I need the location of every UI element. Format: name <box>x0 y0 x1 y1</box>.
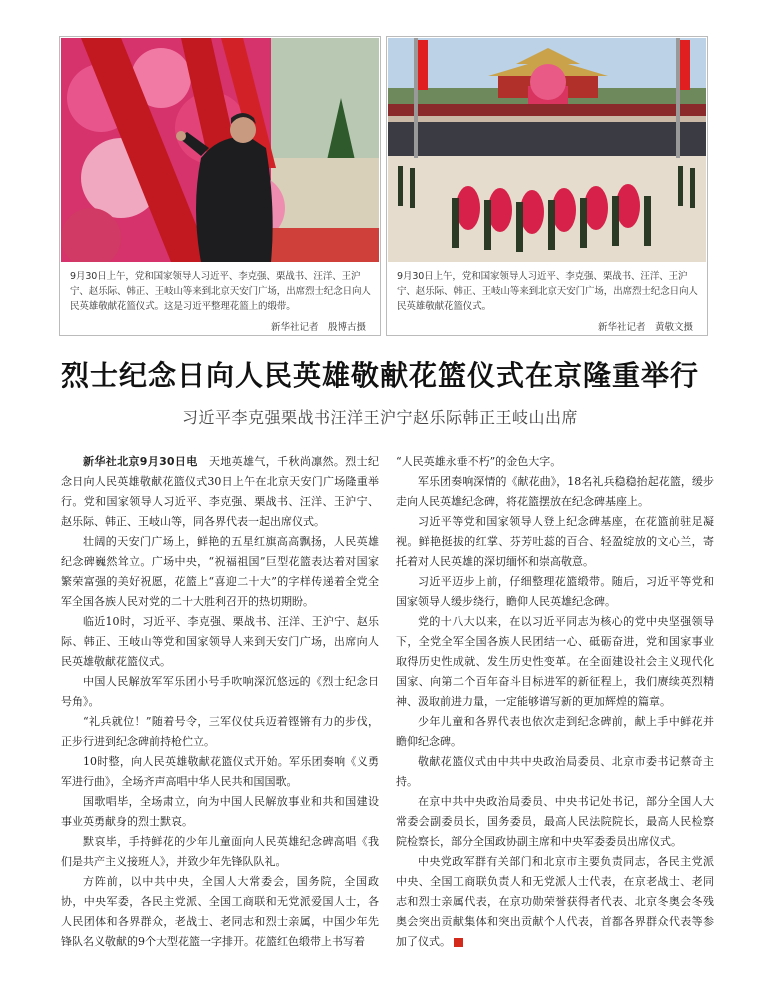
article-subheadline: 习近平李克强栗战书汪洋王沪宁赵乐际韩正王岐山出席 <box>181 408 578 427</box>
body-paragraph: 少年儿童和各界代表也依次走到纪念碑前，献上手中鲜花并瞻仰纪念碑。 <box>396 715 714 748</box>
photo-leader-adjusting-ribbon-image <box>61 38 379 262</box>
photo-card-left <box>59 36 381 336</box>
article-headline: 烈士纪念日向人民英雄敬献花篮仪式在京隆重举行 <box>60 359 699 392</box>
body-paragraph: 10时整，向人民英雄敬献花篮仪式开始。军乐团奏响《义勇军进行曲》，全场齐声高唱中华人民共和国国歌。 <box>61 755 379 788</box>
article-column-right <box>396 452 714 952</box>
lead-paragraph <box>61 452 379 532</box>
body-paragraph-continued: “人民英雄永垂不朽”的金色大字。 <box>396 455 562 468</box>
photo-caption-right: 9月30日上午，党和国家领导人习近平、李克强、栗战书、汪洋、王沪宁、赵乐际、韩正、王岐山等来到北京天安门广场，出席烈士纪念日向人民英雄敬献花篮仪式。 <box>397 271 698 312</box>
body-paragraph: “礼兵就位！”随着号令，三军仪仗兵迈着铿锵有力的步伐，正步行进到纪念碑前持枪伫立。 <box>61 715 379 748</box>
photo-tiananmen-ceremony <box>388 38 706 262</box>
photo-tiananmen-ceremony-image <box>388 38 706 262</box>
body-paragraph: 默哀毕，手持鲜花的少年儿童面向人民英雄纪念碑高唱《我们是共产主义接班人》，并致少年先锋队队礼。 <box>61 835 379 868</box>
end-of-article-mark: G <box>454 938 463 947</box>
body-paragraph: 党的十八大以来，在以习近平同志为核心的党中央坚强领导下，全党全军全国各族人民团结一心、砥砺奋进，党和国家事业取得历史性成就、发生历史性变革。在全面建设社会主义现代化国家、向第二个百年奋斗目标进军的新征程上，我们赓续英烈精神、汲取前进力量，一定能够谱写新的更加辉煌的篇章。 <box>396 615 714 708</box>
body-paragraph: 敬献花篮仪式由中共中央政治局委员、北京市委书记蔡奇主持。 <box>396 755 714 788</box>
body-paragraph: 习近平迈步上前，仔细整理花篮缎带。随后，习近平等党和国家领导人缓步绕行，瞻仰人民英雄纪念碑。 <box>396 575 714 608</box>
photo-credit-left: 新华社记者 殷博古摄 <box>270 322 366 333</box>
body-paragraph: 方阵前，以中共中央，全国人大常委会，国务院，全国政协，中央军委，各民主党派、全国工商联和无党派爱国人士，各人民团体和各界群众，老战士、老同志和烈士亲属，中国少年先锋队名义敬献的9个大型花篮一字排开。花篮红色缎带上书写着 <box>61 875 379 948</box>
final-paragraph <box>396 852 714 952</box>
photo-card-right <box>386 36 708 336</box>
photo-caption-left: 9月30日上午，党和国家领导人习近平、李克强、栗战书、汪洋、王沪宁、赵乐际、韩正、王岐山等来到北京天安门广场，出席烈士纪念日向人民英雄敬献花篮仪式。这是习近平整理花篮上的缎带。 <box>70 271 371 312</box>
article-column-left <box>61 452 379 952</box>
photo-leader-adjusting-ribbon <box>61 38 379 262</box>
lead-text: 天地英雄气，千秋尚凛然。烈士纪念日向人民英雄敬献花篮仪式30日上午在北京天安门广场隆重举行。党和国家领导人习近平、李克强、栗战书、汪洋、王沪宁、赵乐际、韩正、王岐山等，同各界代表一起出席仪式。 <box>61 455 379 528</box>
final-paragraph-text: 中央党政军群有关部门和北京市主要负责同志，各民主党派中央、全国工商联负责人和无党派人士代表，在京老战士、老同志和烈士亲属代表，在京功勋荣誉获得者代表、北京冬奥会冬残奥会突出贡献集体和突出贡献个人代表，首都各界群众代表等参加了仪式。 <box>396 855 714 948</box>
body-paragraph: 中国人民解放军军乐团小号手吹响深沉悠远的《烈士纪念日号角》。 <box>61 675 379 708</box>
body-paragraph: 国歌唱毕，全场肃立，向为中国人民解放事业和共和国建设事业英勇献身的烈士默哀。 <box>61 795 379 828</box>
photo-credit-right: 新华社记者 黄敬文摄 <box>597 322 693 333</box>
dateline: 新华社北京9月30日电 <box>83 455 198 468</box>
body-paragraph: 在京中共中央政治局委员、中央书记处书记，部分全国人大常委会副委员长，国务委员，最高人民法院院长，最高人民检察院检察长，部分全国政协副主席和中央军委委员出席仪式。 <box>396 795 714 848</box>
body-paragraph: 壮阔的天安门广场上，鲜艳的五星红旗高高飘扬，人民英雄纪念碑巍然耸立。广场中央，“祝福祖国”巨型花篮表达着对国家繁荣富强的美好祝愿，花篮上“喜迎二十大”的字样传递着全党全军全国各族人民对党的二十大胜利召开的热切期盼。 <box>61 535 379 608</box>
body-paragraph: 军乐团奏响深情的《献花曲》，18名礼兵稳稳抬起花篮，缓步走向人民英雄纪念碑，将花篮摆放在纪念碑基座上。 <box>396 475 714 508</box>
body-paragraph: 习近平等党和国家领导人登上纪念碑基座，在花篮前驻足凝视。鲜艳挺拔的红掌、芬芳吐蕊的百合、轻盈绽放的文心兰，寄托着对人民英雄的深切缅怀和崇高敬意。 <box>396 515 714 568</box>
body-paragraph: 临近10时，习近平、李克强、栗战书、汪洋、王沪宁、赵乐际、韩正、王岐山等党和国家领导人来到天安门广场，出席向人民英雄敬献花篮仪式。 <box>61 615 379 668</box>
